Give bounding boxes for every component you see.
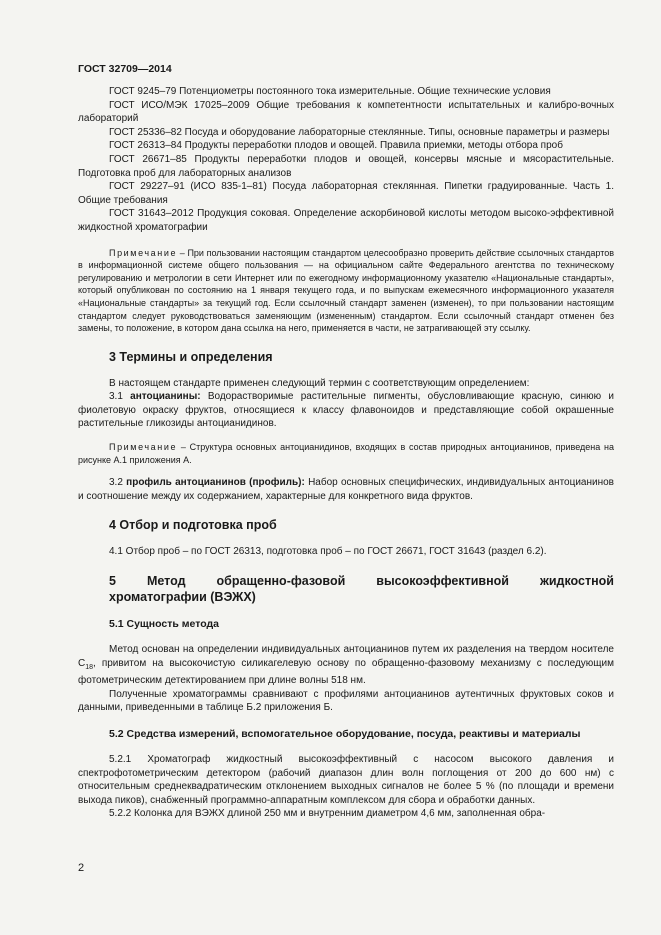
- section-5-1-paragraph-1: Метод основан на определении индивидуальных антоцианинов путем их разделения на твердом носителе $С_{18}$, привитом на высокочистую силикагелевую основу по обращенно-фазовому механизму с последующим фотометрическим детектированием при длине волны 518 нм.: [78, 644, 614, 687]
- note-anthocyanidins: [78, 441, 614, 466]
- section-5-1-paragraph-2: Полученные хроматограммы сравнивают с профилями антоцианинов аутентичных фруктовых соков и данными, приведенными в таблице Б.2 приложения Б.: [78, 688, 614, 714]
- section-4-1: 4.1 Отбор проб – по ГОСТ 26313, подготовка проб – по ГОСТ 26671, ГОСТ 31643 (раздел 6.2).: [109, 546, 547, 558]
- page-content: [78, 85, 614, 821]
- term-3-1-name: антоцианины:: [130, 391, 201, 403]
- term-3-2-name: профиль антоцианинов (профиль):: [126, 477, 305, 489]
- section-5-title: [78, 573, 614, 605]
- section-5-title-word: жидкостной: [539, 574, 614, 589]
- ref-item: ГОСТ 26671–85 Продукты переработки плодов и овощей, консервы мясные и мясорастительные. Подготовка проб для лабораторных анализов: [78, 153, 614, 179]
- ref-item: ГОСТ 26313–84 Продукты переработки плодов и овощей. Правила приемки, методы отбора проб: [109, 140, 563, 152]
- note-text: – При пользовании настоящим стандартом целесообразно проверить действие ссылочных стандартов в информационной системе общего пользования — на официальном сайте Федерального агентства по техническому регулированию и метрологии в сети Интернет или по ежегодному информационному указателю «Национальные стандарты», который опубликован по состоянию на 1 января текущего года, и по выпускам ежемесячного информационного указателя «Национальные стандарты» за текущий год. Если ссылочный стандарт заменен (изменен), то при пользовании настоящим стандартом следует руководствоваться заменяющим (измененным) стандартом. Если ссылочный стандарт отменен без замены, то положение, в котором дана ссылка на него, применяется в части, не затрагивающей эту ссылку.: [78, 247, 614, 334]
- ref-item: ГОСТ ИСО/МЭК 17025–2009 Общие требования к компетентности испытательных и калибро-вочных лабораторий: [78, 99, 614, 125]
- section-5-2-2: 5.2.2 Колонка для ВЭЖХ длиной 250 мм и внутренним диаметром 4,6 мм, заполненная обра-: [109, 808, 546, 820]
- term-3-2-number: 3.2: [109, 477, 127, 489]
- section-5-2-title: 5.2 Средства измерений, вспомогательное оборудование, посуда, реактивы и материалы: [109, 728, 581, 740]
- normative-references: [78, 85, 614, 235]
- page-number: 2: [78, 862, 85, 874]
- section-5-title-line2: хроматографии (ВЭЖХ): [109, 590, 256, 605]
- note-label: Примечание: [109, 442, 178, 453]
- section-5-title-word: Метод: [146, 574, 186, 589]
- term-3-2-definition: Набор основных специфических, индивидуальных антоцианинов и соотношение между их содержанием, характерные для конкретного вида фруктов.: [78, 477, 614, 502]
- section-5-title-word: 5: [109, 574, 116, 589]
- note-text: – Структура основных антоцианидинов, входящих в состав природных антоцианинов, приведена на рисунке А.1 приложения А.: [78, 442, 614, 465]
- section-5-1-title: 5.1 Сущность метода: [109, 618, 220, 631]
- section-4-title: 4 Отбор и подготовка проб: [109, 518, 277, 533]
- section-3-intro: В настоящем стандарте применен следующий термин с соответствующим определением:: [109, 377, 530, 389]
- section-5-2-1: 5.2.1 Хроматограф жидкостный высокоэффективный с насосом высокого давления и спектрофотометрическим детектором (рабочий диапазон длин волн поглощения от 200 до 600 нм) с относительным среднеквадратическим отклонением выходных сигналов не более 5 % (по площади и времени выхода пиков), снабженный программно-аппаратным комплексом для сбора и обработки данных.: [78, 754, 614, 806]
- ref-item: ГОСТ 9245–79 Потенциометры постоянного тока измерительные. Общие технические условия: [109, 86, 551, 97]
- ref-item: ГОСТ 29227–91 (ИСО 835-1–81) Посуда лабораторная стеклянная. Пипетки градуированные. Часть 1. Общие требования: [78, 181, 614, 206]
- section-5-title-word: высокоэффективной: [376, 574, 509, 589]
- term-3-2: [78, 476, 614, 503]
- document-header: ГОСТ 32709—2014: [78, 63, 172, 75]
- term-3-1-number: 3.1: [109, 391, 131, 403]
- ref-item: ГОСТ 31643–2012 Продукция соковая. Определение аскорбиновой кислоты методом высоко-эффективной жидкостной хроматографии: [78, 208, 614, 233]
- note-references: [78, 247, 614, 335]
- note-label: Примечание: [109, 247, 178, 258]
- ref-item: ГОСТ 25336–82 Посуда и оборудование лабораторные стеклянные. Типы, основные параметры и размеры: [109, 126, 610, 138]
- term-3-1-definition: Водорастворимые растительные пигменты, обусловливающие красную, синюю и фиолетовую окраску фруктов, относящиеся к классу флавоноидов и представляющие собой окрашенные растительные гликозиды антоцианидинов.: [78, 391, 614, 430]
- section-3-title: 3 Термины и определения: [109, 349, 273, 364]
- section-5-title-word: обращенно-фазовой: [216, 574, 346, 589]
- term-3-1: [78, 390, 614, 431]
